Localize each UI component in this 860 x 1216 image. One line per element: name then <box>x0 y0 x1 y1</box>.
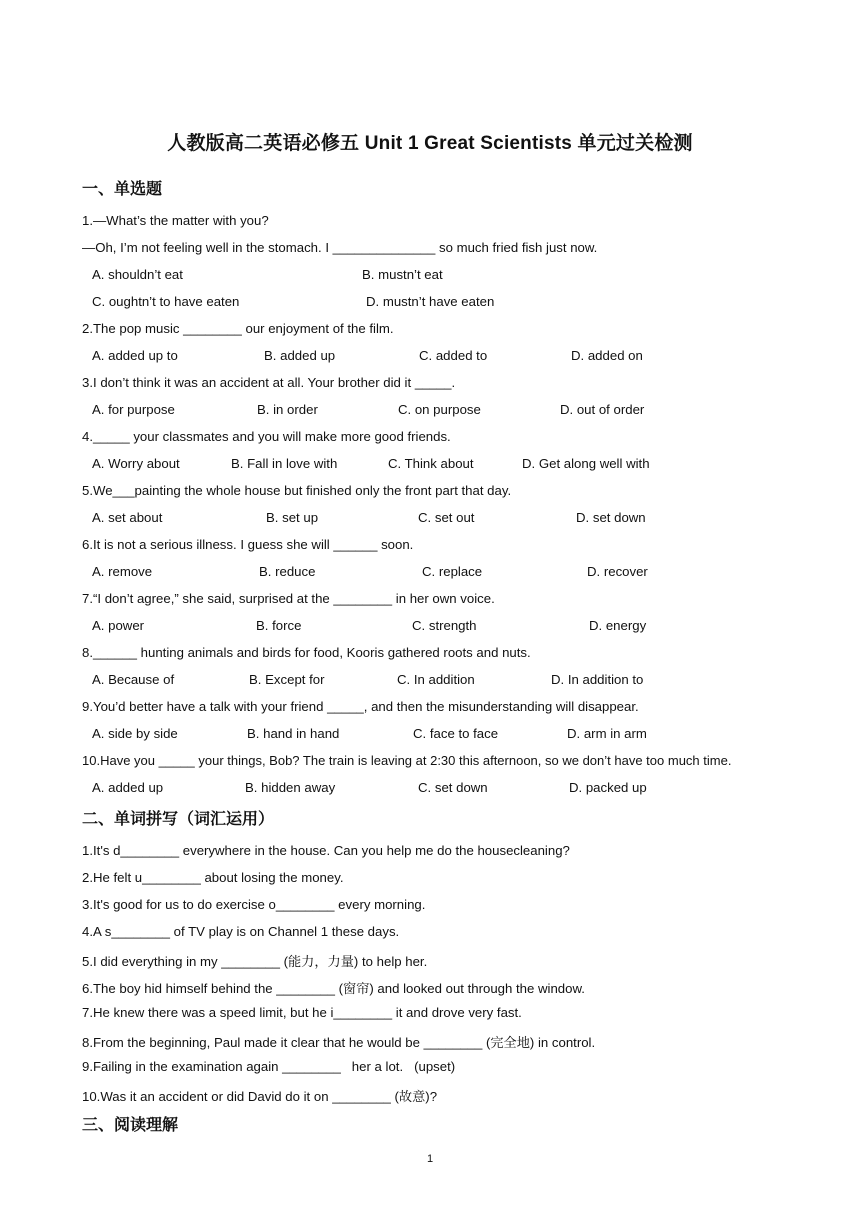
question-9-option-a: A. side by side <box>92 726 178 741</box>
spelling-item-8: 8.From the beginning, Paul made it clear that he would be ________ (完全地) in control. <box>82 1035 596 1050</box>
question-6-stem: 6.It is not a serious illness. I guess she will ______ soon. <box>82 537 414 552</box>
question-8-option-d: D. In addition to <box>551 672 644 687</box>
question-9-option-b: B. hand in hand <box>247 726 340 741</box>
question-7-option-a: A. power <box>92 618 145 633</box>
question-5-stem: 5.We___painting the whole house but finished only the front part that day. <box>82 483 512 498</box>
question-8-option-b: B. Except for <box>249 672 325 687</box>
question-5-option-a: A. set about <box>92 510 163 525</box>
question-6-option-a: A. remove <box>92 564 153 579</box>
section-heading-word-spelling: 二、单词拼写（词汇运用） <box>82 811 275 828</box>
question-5-option-c: C. set out <box>418 510 475 525</box>
question-3-option-a: A. for purpose <box>92 402 175 417</box>
spelling-item-7: 7.He knew there was a speed limit, but he i________ it and drove very fast. <box>82 1005 522 1020</box>
question-3-option-c: C. on purpose <box>398 402 481 417</box>
question-10-option-b: B. hidden away <box>245 780 336 795</box>
question-6-option-b: B. reduce <box>259 564 316 579</box>
question-4-option-c: C. Think about <box>388 456 474 471</box>
question-7-option-d: D. energy <box>589 618 647 633</box>
question-4-option-d: D. Get along well with <box>522 456 650 471</box>
question-1-option-a: A. shouldn’t eat <box>92 267 183 282</box>
question-2-option-a: A. added up to <box>92 348 178 363</box>
spelling-item-4: 4.A s________ of TV play is on Channel 1 these days. <box>82 924 400 939</box>
spelling-item-10: 10.Was it an accident or did David do it on ________ (故意)? <box>82 1089 438 1104</box>
question-10-option-c: C. set down <box>418 780 488 795</box>
spelling-item-1: 1.It's d________ everywhere in the house. Can you help me do the housecleaning? <box>82 843 570 858</box>
question-9-stem: 9.You’d better have a talk with your friend _____, and then the misunderstanding will disappear. <box>82 699 639 714</box>
question-3-option-b: B. in order <box>257 402 318 417</box>
spelling-item-3: 3.It's good for us to do exercise o________ every morning. <box>82 897 426 912</box>
question-8-option-a: A. Because of <box>92 672 175 687</box>
question-7-option-c: C. strength <box>412 618 477 633</box>
question-6-option-c: C. replace <box>422 564 483 579</box>
section-heading-reading-comprehension: 三、阅读理解 <box>82 1117 179 1134</box>
spelling-item-2: 2.He felt u________ about losing the money. <box>82 870 344 885</box>
question-2-option-d: D. added on <box>571 348 643 363</box>
question-8-stem: 8.______ hunting animals and birds for food, Kooris gathered roots and nuts. <box>82 645 531 660</box>
question-10-option-a: A. added up <box>92 780 164 795</box>
question-1-line-1: 1.—What’s the matter with you? <box>82 213 269 228</box>
spelling-item-5: 5.I did everything in my ________ (能力，力量) to help her. <box>82 954 428 969</box>
question-2-stem: 2.The pop music ________ our enjoyment of the film. <box>82 321 394 336</box>
question-1-option-b: B. mustn’t eat <box>362 267 443 282</box>
question-2-option-c: C. added to <box>419 348 488 363</box>
question-5-option-b: B. set up <box>266 510 319 525</box>
document-title: 人教版高二英语必修五 Unit 1 Great Scientists 单元过关检测 <box>167 133 693 154</box>
question-7-stem: 7.“I don’t agree,” she said, surprised at the ________ in her own voice. <box>82 591 495 606</box>
question-2-option-b: B. added up <box>264 348 336 363</box>
question-4-option-b: B. Fall in love with <box>231 456 338 471</box>
question-1-option-d: D. mustn’t have eaten <box>366 294 495 309</box>
question-9-option-c: C. face to face <box>413 726 499 741</box>
question-5-option-d: D. set down <box>576 510 646 525</box>
page-number: 1 <box>426 1153 434 1165</box>
question-3-option-d: D. out of order <box>560 402 645 417</box>
spelling-item-9: 9.Failing in the examination again ________ her a lot. (upset) <box>82 1059 456 1074</box>
question-10-option-d: D. packed up <box>569 780 647 795</box>
question-9-option-d: D. arm in arm <box>567 726 647 741</box>
question-1-option-c: C. oughtn’t to have eaten <box>92 294 240 309</box>
question-10-stem: 10.Have you _____ your things, Bob? The train is leaving at 2:30 this afternoon, so we don’t have too much time. <box>82 753 732 768</box>
question-1-line-2: —Oh, I’m not feeling well in the stomach. I ______________ so much fried fish just now. <box>82 240 598 255</box>
spelling-item-6: 6.The boy hid himself behind the ________ (窗帘) and looked out through the window. <box>82 981 585 996</box>
section-heading-multiple-choice: 一、单选题 <box>82 181 163 198</box>
question-4-option-a: A. Worry about <box>92 456 180 471</box>
question-8-option-c: C. In addition <box>397 672 475 687</box>
question-4-stem: 4._____ your classmates and you will make more good friends. <box>82 429 451 444</box>
question-3-stem: 3.I don’t think it was an accident at all. Your brother did it _____. <box>82 375 456 390</box>
question-6-option-d: D. recover <box>587 564 648 579</box>
question-7-option-b: B. force <box>256 618 302 633</box>
